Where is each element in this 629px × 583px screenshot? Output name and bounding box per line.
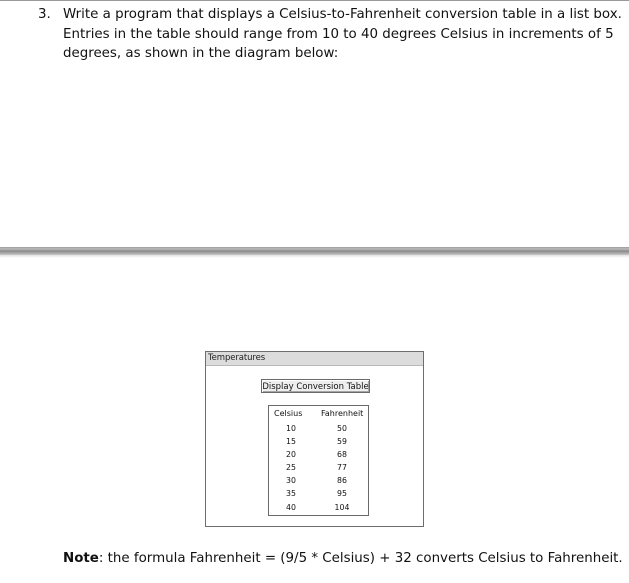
temperatures-form [205,351,424,527]
form-title: Temperatures [208,353,266,363]
celsius-value: 15 [286,437,296,447]
fahrenheit-value: 50 [337,424,347,433]
list-item[interactable] [269,435,368,448]
celsius-value: 10 [286,424,296,433]
conversion-list-box[interactable] [268,405,369,516]
celsius-value: 25 [286,463,296,473]
note-text: : the formula Fahrenheit = (9/5 * Celsius) + 32 converts Celsius to Fahrenheit. [98,551,623,566]
celsius-column-header: Celsius [274,409,303,418]
formula-note [63,549,623,568]
display-conversion-table-button[interactable]: Display Conversion Table [261,379,370,393]
note-label: Note [63,551,99,566]
fahrenheit-value: 104 [334,502,350,512]
fahrenheit-value: 59 [337,437,347,447]
celsius-value: 30 [286,476,296,486]
question-text: Write a program that displays a Celsius-to-Fahrenheit conversion table in a list box. Entries in the table should range from 10 to 40 degrees Celsius in increments of 5 degrees, as shown in the diagram below: [63,7,622,61]
list-item[interactable] [269,461,368,474]
celsius-value: 20 [286,450,296,460]
page-break-divider [0,247,629,255]
fahrenheit-value: 68 [337,450,347,460]
question-number: 3. [38,7,51,22]
list-item[interactable] [269,422,368,435]
list-item[interactable] [269,487,368,500]
list-header [269,408,368,420]
list-item[interactable] [269,474,368,487]
fahrenheit-value: 95 [337,489,347,499]
top-divider [0,0,629,1]
celsius-value: 35 [286,489,296,499]
list-item[interactable] [269,501,368,514]
list-rows [269,422,368,514]
form-title-bar [206,352,423,366]
list-item[interactable] [269,448,368,461]
fahrenheit-column-header: Fahrenheit [321,409,364,418]
fahrenheit-value: 86 [337,476,347,486]
page-break-shadow [0,255,629,258]
celsius-value: 40 [286,502,296,512]
fahrenheit-value: 77 [337,463,347,473]
